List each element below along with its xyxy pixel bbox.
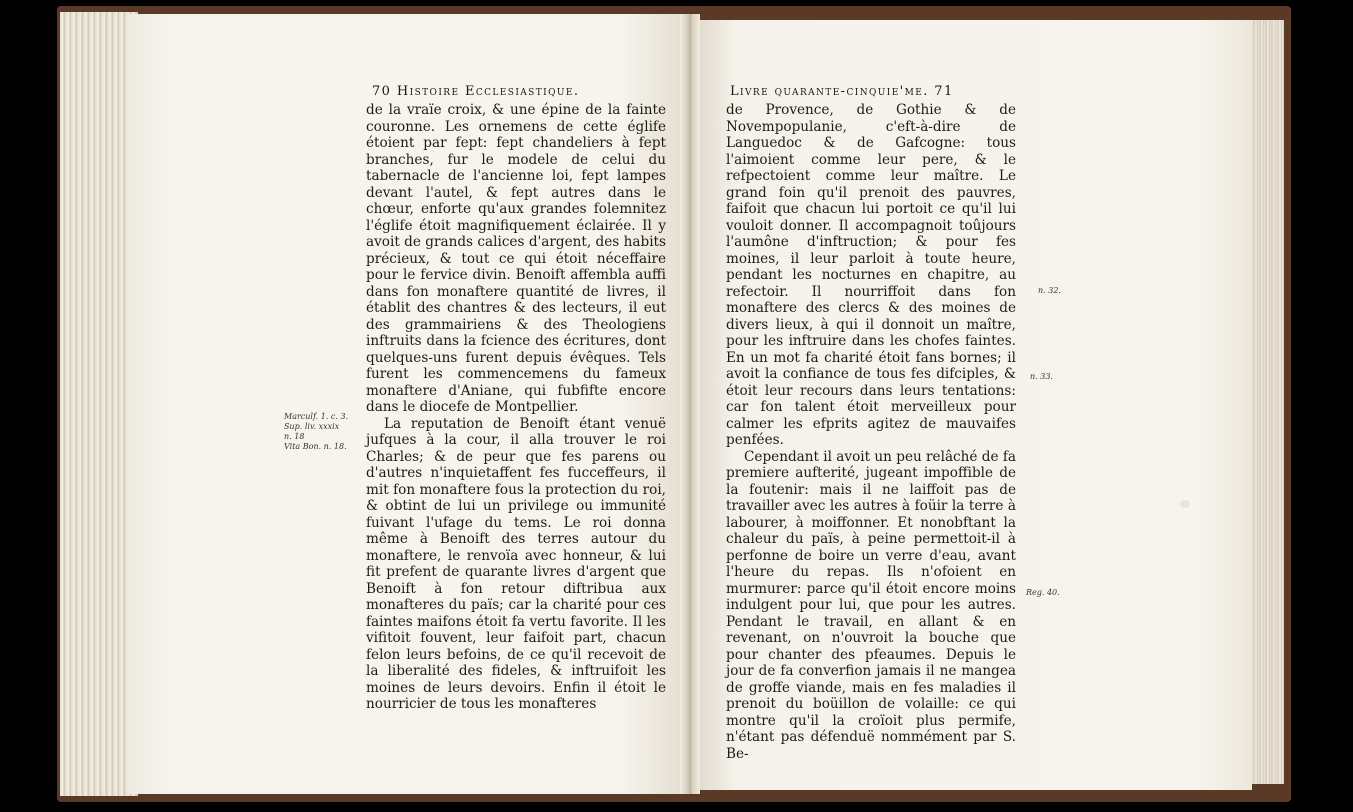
left-paragraph-1: de la vraïe croix, & une épine de la fainte couronne. Les ornemens de cette églife étoient par fept: fept chandeliers à fept branches, fur le modele de celui du tabernacle de l'ancienne loi, fept lampes devant l'autel, & fept autres dans le chœur, enforte qu'aux grandes folemnitez l'églife étoit magnifiquement éclairée. Il y avoit de grands calices d'argent, des habits précieux, & tout ce qui étoit néceffaire pour le fervice divin. Benoift affembla auffi dans fon monaftere quantité de livres, il établit des chantres & des lecteurs, il eut des grammairiens & des Theologiens inftruits dans la fcience des écritures, dont quelques-uns furent depuis évêques. Tels furent les commencemens du fameux monaftere d'Aniane, qui fubfifte encore dans le diocefe de Montpellier. [366,102,666,415]
book-gutter [680,14,700,794]
left-text-column [366,102,666,713]
right-text-column [726,102,1016,762]
left-margin-note: Marculf. 1. c. 3. Sup. liv. xxxix n. 18 Vita Bon. n. 18. [284,412,349,451]
right-paragraph-1: de Provence, de Gothie & de Novempopulanie, c'eft-à-dire de Languedoc & de Gafcogne: tous l'aimoient comme leur pere, & le refpectoient comme leur maître. Le grand foin qu'il prenoit des pauvres, faifoit que chacun lui portoit ce qu'il lui vouloit donner. Il accompagnoit toûjours l'aumône d'inftruction; & pour fes moines, il leur parloit à toute heure, pendant les nocturnes en chapitre, au refectoir. Il nourriffoit dans fon monaftere des clercs & des moines de divers lieux, à qui il donnoit un maître, pour les inftruire dans les chofes faintes. En un mot fa charité étoit fans bornes; il avoit la confiance de tous fes difciples, & étoit leur recours dans leurs tentations: car fon talent étoit merveilleux pour calmer les efprits agitez de mauvaifes penfées. [726,102,1016,448]
right-margin-note-2: n. 33. [1030,372,1053,381]
right-paragraph-2: Cependant il avoit un peu relâché de fa premiere aufterité, jugeant impoffible de la foutenir: mais il ne laiffoit pas de travailler avec les autres à foüir la terre à labourer, à moiffonner. Et nonobftant la chaleur du païs, à peine permettoit-il à perfonne de boire un verre d'eau, avant l'heure du repas. Ils n'ofoient en murmurer: parce qu'il étoit encore moins indulgent pour lui, que pour les autres. Pendant le travail, en allant & en revenant, on n'ouvroit la bouche que pour chanter des pfeaumes. Depuis le jour de fa converfion jamais il ne mangea de groffe viande, mais en fes maladies il prenoit du boüillon de volaille: ce qui montre qu'il la croïoit plus permife, n'étant pas défenduë nommément par S. Be- [726,448,1016,762]
page-edges-left [60,12,138,796]
right-margin-note-1: n. 32. [1038,286,1061,295]
left-paragraph-2: La reputation de Benoift étant venuë jufques à la cour, il alla trouver le roi Charles; & de peur que fes parens ou d'autres n'inquietaffent fes fucceffeurs, il mit fon monaftere fous la protection du roi, & obtint de lui un privilege ou immunité fuivant l'ufage du tems. Le roi donna même à Benoift des terres autour du monaftere, le renvoïa avec honneur, & lui fit prefent de quarante livres d'argent que Benoift à fon retour diftribua aux monafteres du païs; car la charité pour ces faintes maifons étoit fa vertu favorite. Il les vifitoit fouvent, leur faifoit part, chacun felon leurs befoins, de ce qu'il recevoit de la liberalité des fideles, & inftruifoit les moines de leurs devoirs. Enfin il étoit le nourricier de tous les monafteres [366,415,666,712]
right-margin-note-3: Reg. 40. [1026,588,1060,597]
paper-stain [1180,500,1190,508]
right-running-head: Livre quarante-cinquie'me. 71 [730,84,954,99]
left-running-head: 70 Histoire Ecclesiastique. [372,84,580,99]
